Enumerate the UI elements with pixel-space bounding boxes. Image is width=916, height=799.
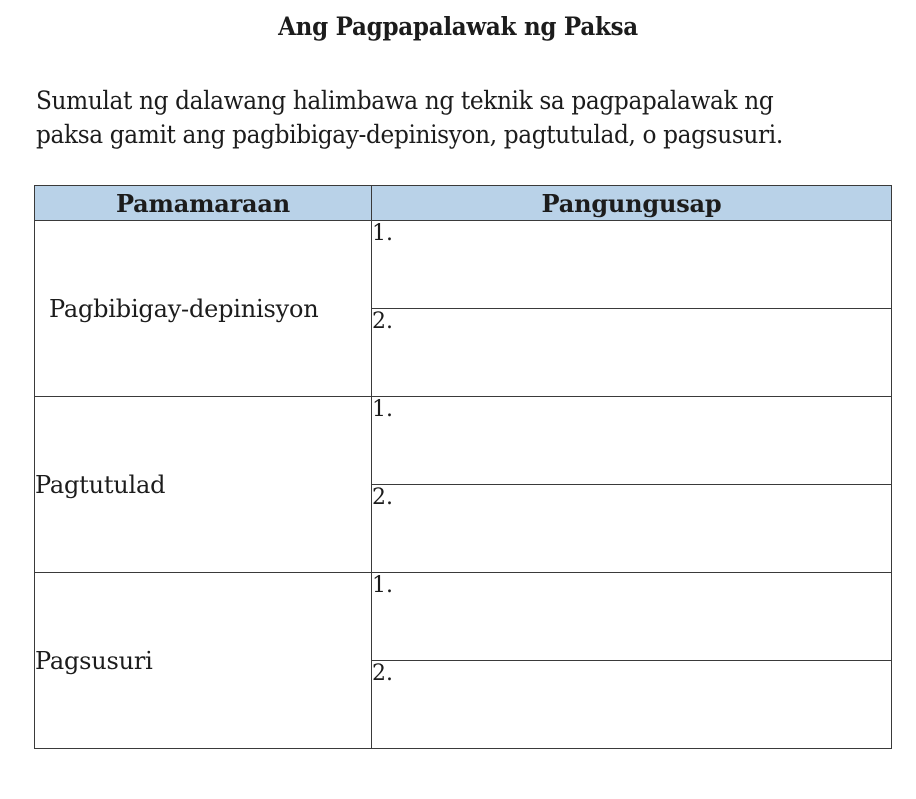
answer-line-1[interactable]: 1. bbox=[372, 573, 892, 661]
header-pamamaraan: Pamamaraan bbox=[35, 186, 372, 221]
method-cell-pagbibigay-depinisyon: Pagbibigay-depinisyon bbox=[35, 221, 372, 397]
answer-line-2[interactable]: 2. bbox=[372, 309, 892, 397]
method-cell-pagsusuri: Pagsusuri bbox=[35, 573, 372, 749]
answer-line-1[interactable]: 1. bbox=[372, 221, 892, 309]
method-cell-pagtutulad: Pagtutulad bbox=[35, 397, 372, 573]
table-row bbox=[35, 573, 892, 661]
header-pangungusap: Pangungusap bbox=[372, 186, 892, 221]
worksheet-table bbox=[34, 185, 892, 749]
page-title: Ang Pagpapalawak ng Paksa bbox=[278, 12, 638, 41]
answer-line-2[interactable]: 2. bbox=[372, 485, 892, 573]
instructions-line-1: Sumulat ng dalawang halimbawa ng teknik sa pagpapalawak ng bbox=[36, 86, 774, 115]
answer-line-2[interactable]: 2. bbox=[372, 661, 892, 749]
instructions bbox=[36, 84, 836, 152]
table-row bbox=[35, 221, 892, 309]
table-header-row bbox=[35, 186, 892, 221]
table-row bbox=[35, 397, 892, 485]
answer-line-1[interactable]: 1. bbox=[372, 397, 892, 485]
instructions-line-2: paksa gamit ang pagbibigay-depinisyon, pagtutulad, o pagsusuri. bbox=[36, 120, 783, 149]
